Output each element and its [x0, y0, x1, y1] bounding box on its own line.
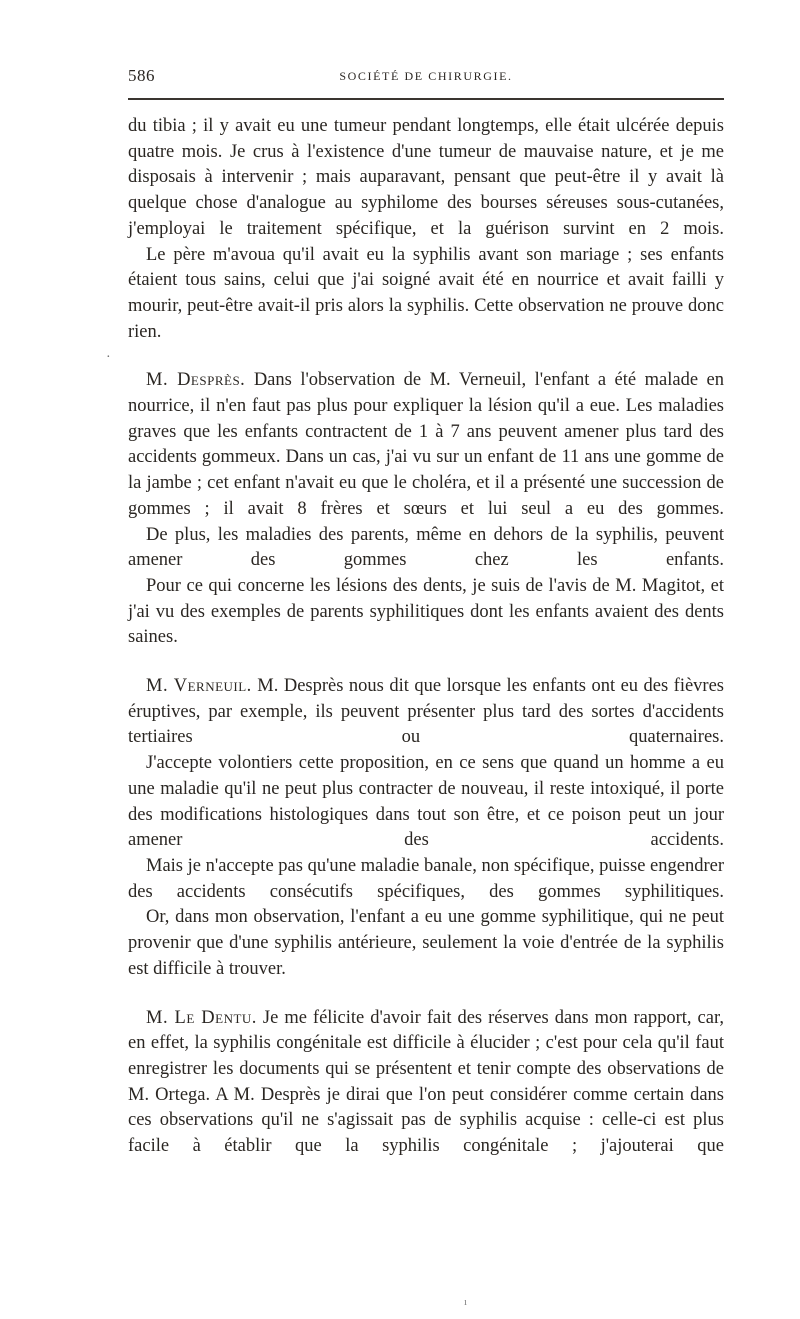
speaker-name: M. Verneuil. [146, 676, 252, 697]
speech-verneuil [128, 674, 724, 751]
page-number: 586 [128, 66, 155, 85]
section-gap [128, 651, 724, 674]
paragraph: De plus, les maladies des parents, même en dehors de la syphilis, peuvent amener des gommes chez les enfants. [128, 524, 724, 571]
body-text [128, 114, 724, 1160]
paragraph: Mais je n'accepte pas qu'une maladie banale, non spécifique, puisse engendrer des accidents consécutifs spécifiques, des gommes syphilitiques. [128, 855, 724, 902]
margin-dot: · [106, 350, 111, 365]
paragraph: Pour ce qui concerne les lésions des dents, je suis de l'avis de M. Magitot, et j'ai vu des exemples de parents syphilitiques dont les enfants avaient des dents saines. [128, 575, 724, 648]
speech-text: M. Desprès nous dit que lorsque les enfants ont eu des fièvres éruptives, par exemple, ils peuvent présenter plus tard des sortes d'accidents tertiaires ou quaternaires. [128, 676, 724, 748]
footer-mark: ı [464, 1296, 468, 1308]
speaker-name: M. Le Dentu. [146, 1007, 257, 1028]
paragraph: du tibia ; il y avait eu une tumeur pendant longtemps, elle était ulcérée depuis quatre mois. Je crus à l'existence d'une tumeur de mauvaise nature, et je me disposais à intervenir ; mais auparavant, pensant que peut-être il y avait là quelque chose d'analogue au syphilome des bourses séreuses sous-cutanées, j'employai le traitement spécifique, et la guérison survint en 2 mois. [128, 116, 724, 239]
section-gap [128, 983, 724, 1006]
paragraph: Or, dans mon observation, l'enfant a eu une gomme syphilitique, qui ne peut provenir que d'une syphilis antérieure, seulement la voie d'entrée de la syphilis est difficile à trouver. [128, 907, 724, 979]
speech-text: Dans l'observation de M. Verneuil, l'enfant a été malade en nourrice, il n'en faut pas plus pour expliquer la lésion qu'il a eue. Les maladies graves que les enfants contractent de 1 à 7 ans peuvent amener plus tard des accidents gommeux. Dans un cas, j'ai vu sur un enfant de 11 ans une gomme de la jambe ; cet enfant n'avait eu que le choléra, et il a présenté une succession de gommes ; il avait 8 frères et sœurs et lui seul a eu des gommes. [128, 370, 724, 519]
paragraph: J'accepte volontiers cette proposition, en ce sens que quand un homme a eu une maladie qu'il ne peut plus contracter de nouveau, il reste intoxiqué, il porte des modifications histologiques dans tout son être, et ce poison peut un jour amener des accidents. [128, 753, 724, 851]
speech-text: Je me félicite d'avoir fait des réserves dans mon rapport, car, en effet, la syphilis congénitale est difficile à élucider ; c'est pour cela qu'il faut enregistrer les documents qui se présentent et tenir compte des observations de M. Ortega. A M. Desprès je dirai que l'on peut considérer comme certain dans ces observations qu'il ne s'agissait pas de syphilis acquise : celle-ci est plus facile à établir que la syphilis congénitale ; j'ajouterai que [128, 1007, 724, 1157]
speech-despres [128, 368, 724, 522]
speech-ledentu [128, 1006, 724, 1160]
section-gap [128, 345, 724, 368]
header-rule [128, 98, 724, 100]
page-header [128, 66, 724, 90]
paragraph: Le père m'avoua qu'il avait eu la syphilis avant son mariage ; ses enfants étaient tous sains, celui que j'ai soigné avait été en nourrice et avait failli y mourir, peut-être avait-il pris alors la syphilis. Cette observation ne prouve donc rien. [128, 244, 724, 342]
speaker-name: M. Desprès. [146, 370, 246, 391]
running-head: SOCIÉTÉ DE CHIRURGIE. [339, 69, 513, 83]
